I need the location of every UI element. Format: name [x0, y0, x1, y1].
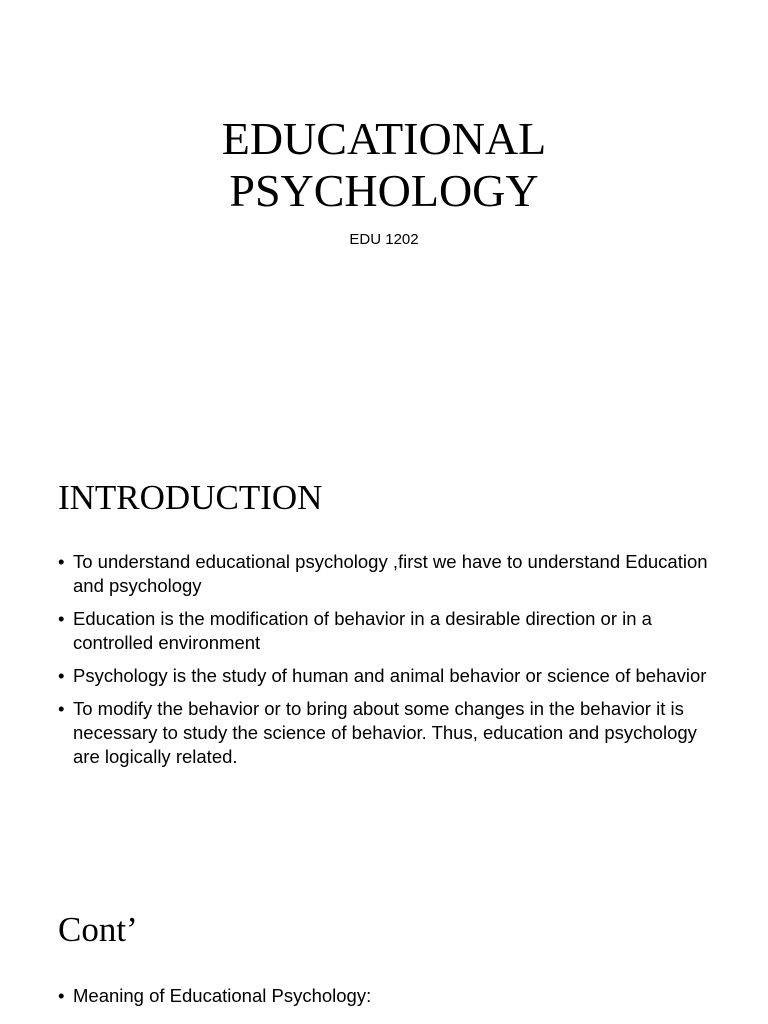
- bullet-text: Education is the modification of behavior in a desirable direction or in a controlled environment: [73, 608, 652, 653]
- bullet-text: Psychology is the study of human and animal behavior or science of behavior: [73, 665, 707, 686]
- bullet-text: To understand educational psychology ,first we have to understand Education and psychology: [73, 551, 708, 596]
- bullet-item: [58, 550, 718, 598]
- bullet-icon: •: [58, 698, 65, 719]
- title-slide: [0, 0, 768, 440]
- bullet-icon: •: [58, 608, 65, 629]
- introduction-bullet-list: [58, 550, 718, 778]
- cont-slide: [0, 880, 768, 1024]
- cont-heading: Cont’: [58, 910, 138, 949]
- deck-title: [0, 113, 768, 217]
- cont-bullet-list: [58, 984, 718, 1017]
- bullet-item: [58, 664, 718, 688]
- bullet-icon: •: [58, 665, 65, 686]
- course-code: EDU 1202: [349, 231, 419, 248]
- bullet-text: Meaning of Educational Psychology:: [73, 985, 372, 1006]
- bullet-icon: •: [58, 551, 65, 572]
- bullet-item: [58, 984, 718, 1008]
- deck-title-line-2: PSYCHOLOGY: [229, 165, 539, 216]
- deck-title-line-1: EDUCATIONAL: [221, 113, 547, 164]
- bullet-item: [58, 697, 718, 769]
- introduction-slide: [0, 440, 768, 880]
- bullet-item: [58, 607, 718, 655]
- introduction-heading: INTRODUCTION: [58, 478, 323, 517]
- bullet-icon: •: [58, 985, 65, 1006]
- bullet-text: To modify the behavior or to bring about some changes in the behavior it is necessary to study the science of behavior. Thus, education and psychology are logically related.: [73, 698, 697, 767]
